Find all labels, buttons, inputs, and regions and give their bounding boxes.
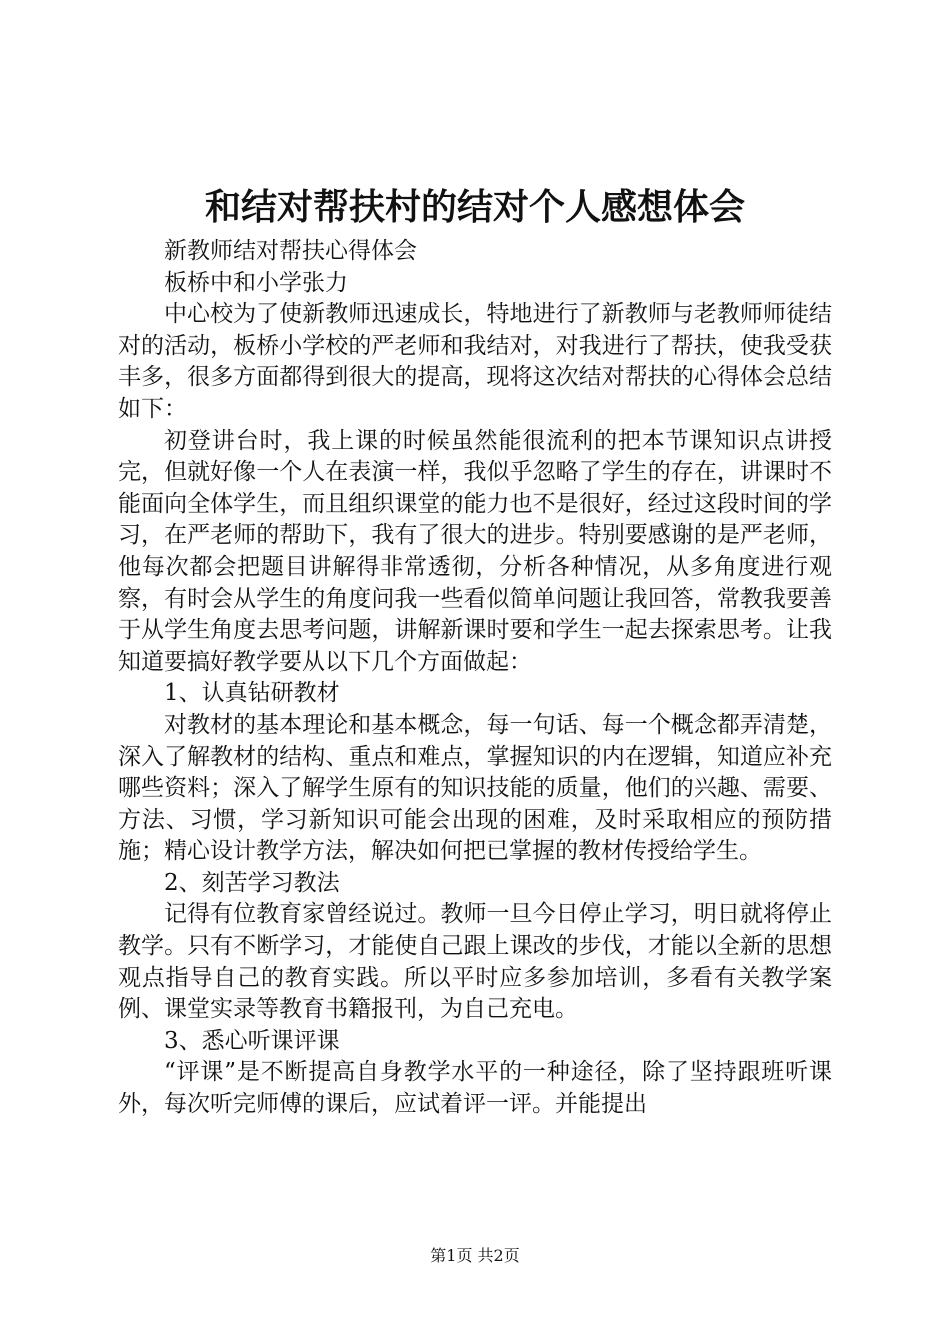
paragraph-subtitle: 新教师结对帮扶心得体会 bbox=[164, 238, 417, 264]
paragraph-experience: 初登讲台时，我上课的时候虽然能很流利的把本节课知识点讲授完，但就好像一个人在表演一样，我似乎忽略了学生的存在，讲课时不能面向全体学生，而且组织课堂的能力也不是很好，经过这段时间的学习，在严老师的帮助下，我有了很大的进步。特别要感谢的是严老师，他每次都会把题目讲解得非常透彻，分析各种情况，从多角度进行观察，有时会从学生的角度问我一些看似简单问题让我回答，常教我要善于从学生角度去思考问题，讲解新课时要和学生一起去探索思考。让我知道要搞好教学要从以下几个方面做起： bbox=[118, 427, 832, 675]
section-heading-3: 3、悉心听课评课 bbox=[164, 1027, 340, 1054]
paragraph-section-2: 记得有位教育家曾经说过。教师一旦今日停止学习，明日就将停止教学。只有不断学习，才能使自己跟上课改的步伐，才能以全新的思想观点指导自己的教育实践。所以平时应多参加培训，多看有关教学案例、课堂实录等教育书籍报刊，为自己充电。 bbox=[118, 901, 832, 1023]
document-body bbox=[118, 236, 832, 1121]
paragraph-section-1: 对教材的基本理论和基本概念，每一句话、每一个概念都弄清楚，深入了解教材的结构、重点和难点，掌握知识的内在逻辑，知道应补充哪些资料；深入了解学生原有的知识技能的质量，他们的兴趣、需要、方法、习惯，学习新知识可能会出现的困难，及时采取相应的预防措施；精心设计教学方法，解决如何把已掌握的教材传授给学生。 bbox=[118, 711, 832, 865]
section-heading-2: 2、刻苦学习教法 bbox=[164, 869, 340, 896]
paragraph-section-3: “评课”是不断提高自身教学水平的一种途径，除了坚持跟班听课外，每次听完师傅的课后，应试着评一评。并能提出 bbox=[118, 1059, 832, 1118]
page-footer: 第1页 共2页 bbox=[430, 1246, 520, 1265]
document-title: 和结对帮扶村的结对个人感想体会 bbox=[204, 186, 745, 228]
section-heading-1: 1、认真钻研教材 bbox=[164, 680, 340, 707]
paragraph-intro: 中心校为了使新教师迅速成长，特地进行了新教师与老教师师徒结对的活动，板桥小学校的严老师和我结对，对我进行了帮扶，使我受获丰多，很多方面都得到很大的提高，现将这次结对帮扶的心得体会总结如下： bbox=[118, 301, 832, 422]
paragraph-author: 板桥中和小学张力 bbox=[164, 269, 348, 296]
